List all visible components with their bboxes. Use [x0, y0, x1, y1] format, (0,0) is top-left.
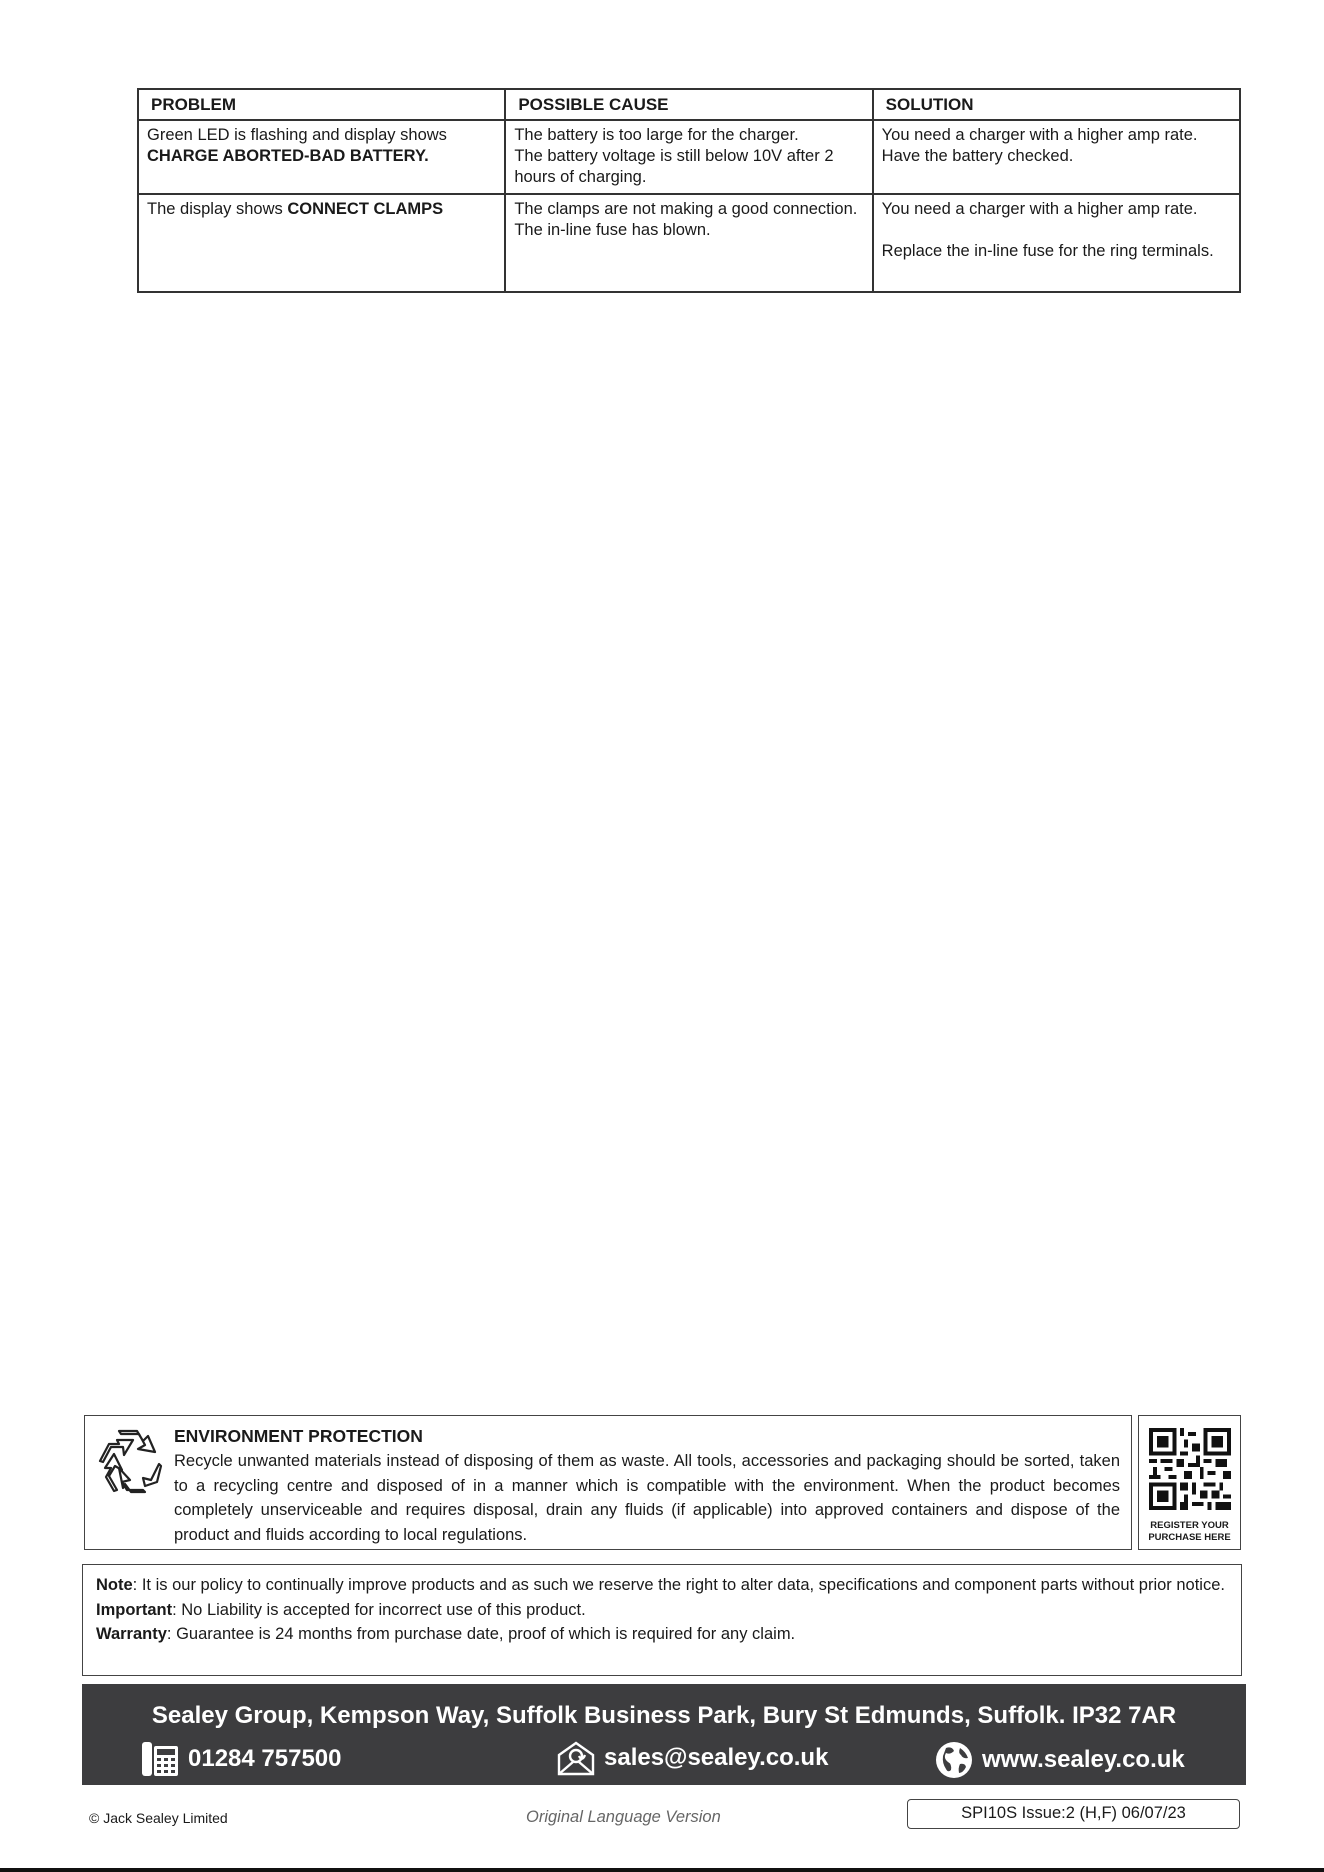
copyright-text: © Jack Sealey Limited [89, 1810, 228, 1826]
cause-line: The battery voltage is still below 10V after 2 hours of charging. [514, 147, 834, 186]
cause-line: The in-line fuse has blown. [514, 221, 711, 239]
note-text: : It is our policy to continually improve products and as such we reserve the right to alter data, specifications and component parts without prior notice. [132, 1576, 1225, 1594]
table-row [138, 194, 1240, 292]
cause-cell [505, 120, 872, 194]
warranty-text: : Guarantee is 24 months from purchase date, proof of which is required for any claim. [166, 1625, 796, 1643]
email-address: sales@sealey.co.uk [604, 1744, 829, 1771]
important-text: : No Liability is accepted for incorrect use of this product. [172, 1600, 586, 1619]
solution-line: You need a charger with a higher amp rate. [881, 200, 1198, 218]
register-purchase-box[interactable] [1138, 1415, 1241, 1550]
qr-code-icon[interactable] [1149, 1428, 1231, 1510]
problem-bold-text: CHARGE ABORTED-BAD BATTERY. [147, 147, 429, 165]
language-version: Original Language Version [526, 1808, 721, 1826]
phone-icon [140, 1740, 180, 1778]
cause-line: The clamps are not making a good connection. [514, 200, 858, 218]
environment-protection-box [84, 1415, 1132, 1550]
email-icon [556, 1740, 596, 1776]
phone-contact[interactable] [140, 1740, 342, 1778]
page-bottom-rule [0, 1868, 1324, 1872]
warranty-line [96, 1622, 1229, 1647]
cause-line: The battery is too large for the charger. [514, 126, 799, 144]
important-line [96, 1598, 1229, 1623]
notes-box [82, 1564, 1242, 1676]
email-contact[interactable] [556, 1740, 828, 1776]
website-contact[interactable] [934, 1740, 1185, 1780]
note-line [96, 1573, 1229, 1598]
table-header-row [138, 89, 1240, 120]
problem-bold-text: CONNECT CLAMPS [287, 200, 444, 218]
globe-icon [934, 1740, 974, 1780]
note-label: Note [96, 1576, 133, 1594]
cause-cell [505, 194, 872, 292]
important-label: Important [96, 1600, 173, 1619]
header-solution: SOLUTION [873, 89, 1240, 120]
company-footer [82, 1684, 1246, 1785]
problem-text: The display shows [147, 200, 283, 218]
solution-cell [873, 120, 1240, 194]
problem-cell [138, 194, 505, 292]
qr-caption: REGISTER YOUR PURCHASE HERE [1148, 1520, 1231, 1543]
header-possible-cause: POSSIBLE CAUSE [505, 89, 872, 120]
header-problem: PROBLEM [138, 89, 505, 120]
problem-text: Green LED is flashing and display shows [147, 126, 447, 144]
solution-cell [873, 194, 1240, 292]
recycle-icon [97, 1428, 163, 1494]
environment-title: ENVIRONMENT PROTECTION [174, 1426, 423, 1446]
issue-info: SPI10S Issue:2 (H,F) 06/07/23 [907, 1799, 1240, 1829]
phone-number: 01284 757500 [188, 1745, 342, 1772]
troubleshooting-table [137, 88, 1241, 293]
solution-line: You need a charger with a higher amp rate. [881, 126, 1198, 144]
solution-line: Have the battery checked. [881, 147, 1074, 165]
website-url: www.sealey.co.uk [982, 1746, 1185, 1773]
table-row [138, 120, 1240, 194]
solution-line: Replace the in-line fuse for the ring terminals. [881, 242, 1214, 260]
warranty-label: Warranty [96, 1625, 167, 1643]
environment-text: Recycle unwanted materials instead of disposing of them as waste. All tools, accessories and packaging should be sorted, taken to a recycling centre and disposed of in a manner which is compatible with the environment. When the product becomes completely unserviceable and requires disposal, drain any fluids (if applicable) into approved containers and dispose of the product and fluids according to local regulations. [174, 1452, 1120, 1544]
company-address: Sealey Group, Kempson Way, Suffolk Business Park, Bury St Edmunds, Suffolk. IP32 7AR [151, 1702, 1177, 1729]
problem-cell [138, 120, 505, 194]
